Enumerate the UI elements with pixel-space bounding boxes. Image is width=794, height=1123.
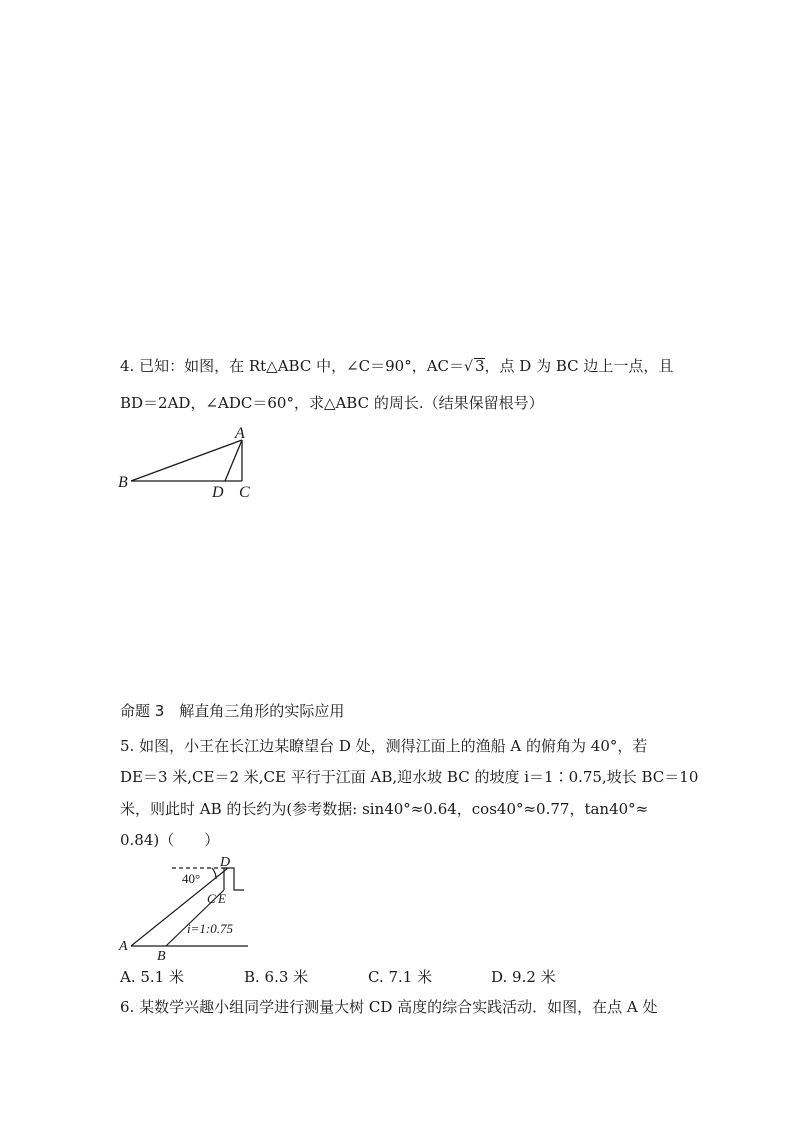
q4-line-2: BD＝2AD，∠ADC＝60°，求△ABC 的周长.（结果保留根号）: [120, 394, 544, 412]
q5-line-1: 5. 如图，小王在长江边某瞭望台 D 处，测得江面上的渔船 A 的俯角为 40°，若: [120, 737, 648, 755]
angle-arc: [212, 868, 216, 879]
label-d: D: [212, 484, 224, 501]
q5-option-b: B. 6.3 米: [244, 968, 309, 986]
sight-line-da: [131, 868, 228, 946]
label-b: B: [118, 474, 128, 491]
q5-option-a: A. 5.1 米: [120, 968, 184, 986]
label-b-point: B: [157, 949, 166, 964]
label-angle: 40°: [182, 871, 201, 886]
q5-line-3: 米，则此时 AB 的长约为(参考数据: sin40°≈0.64，cos40°≈0.77，tan40°≈: [120, 800, 649, 818]
label-e-point: E: [218, 891, 226, 906]
slope-bc: [166, 890, 224, 946]
q4-line-1-end: ，点 D 为 BC 边上一点，且: [484, 357, 674, 375]
section-heading: 命题 3 解直角三角形的实际应用: [120, 702, 345, 720]
q4-line-1-start: 4. 已知：如图，在 Rt△ABC 中，∠C＝90°，AC＝: [120, 357, 465, 375]
platform-outline: [224, 868, 244, 890]
q5-option-d: D. 9.2 米: [491, 968, 556, 986]
q5-option-c: C. 7.1 米: [368, 968, 433, 986]
label-d-point: D: [220, 855, 231, 870]
label-slope-ratio: i=1:0.75: [187, 921, 233, 936]
label-a: A: [235, 425, 245, 442]
label-c: C: [239, 484, 250, 501]
q4-line-1: [120, 355, 673, 378]
sqrt-symbol: √: [464, 359, 473, 375]
segment-ba: [131, 440, 242, 481]
label-c-point: C: [207, 891, 216, 906]
sqrt-radicand: 3: [474, 357, 485, 375]
q5-line-4: 0.84)（ ）: [120, 831, 220, 849]
segment-ad: [225, 440, 242, 481]
q6-line-1: 6. 某数学兴趣小组同学进行测量大树 CD 高度的综合实践活动．如图，在点 A 处: [120, 998, 658, 1016]
label-a-point: A: [119, 939, 128, 954]
q5-line-2: DE＝3 米,CE＝2 米,CE 平行于江面 AB,迎水坡 BC 的坡度 i＝1∶0.75,坡长 BC＝10: [120, 768, 699, 786]
